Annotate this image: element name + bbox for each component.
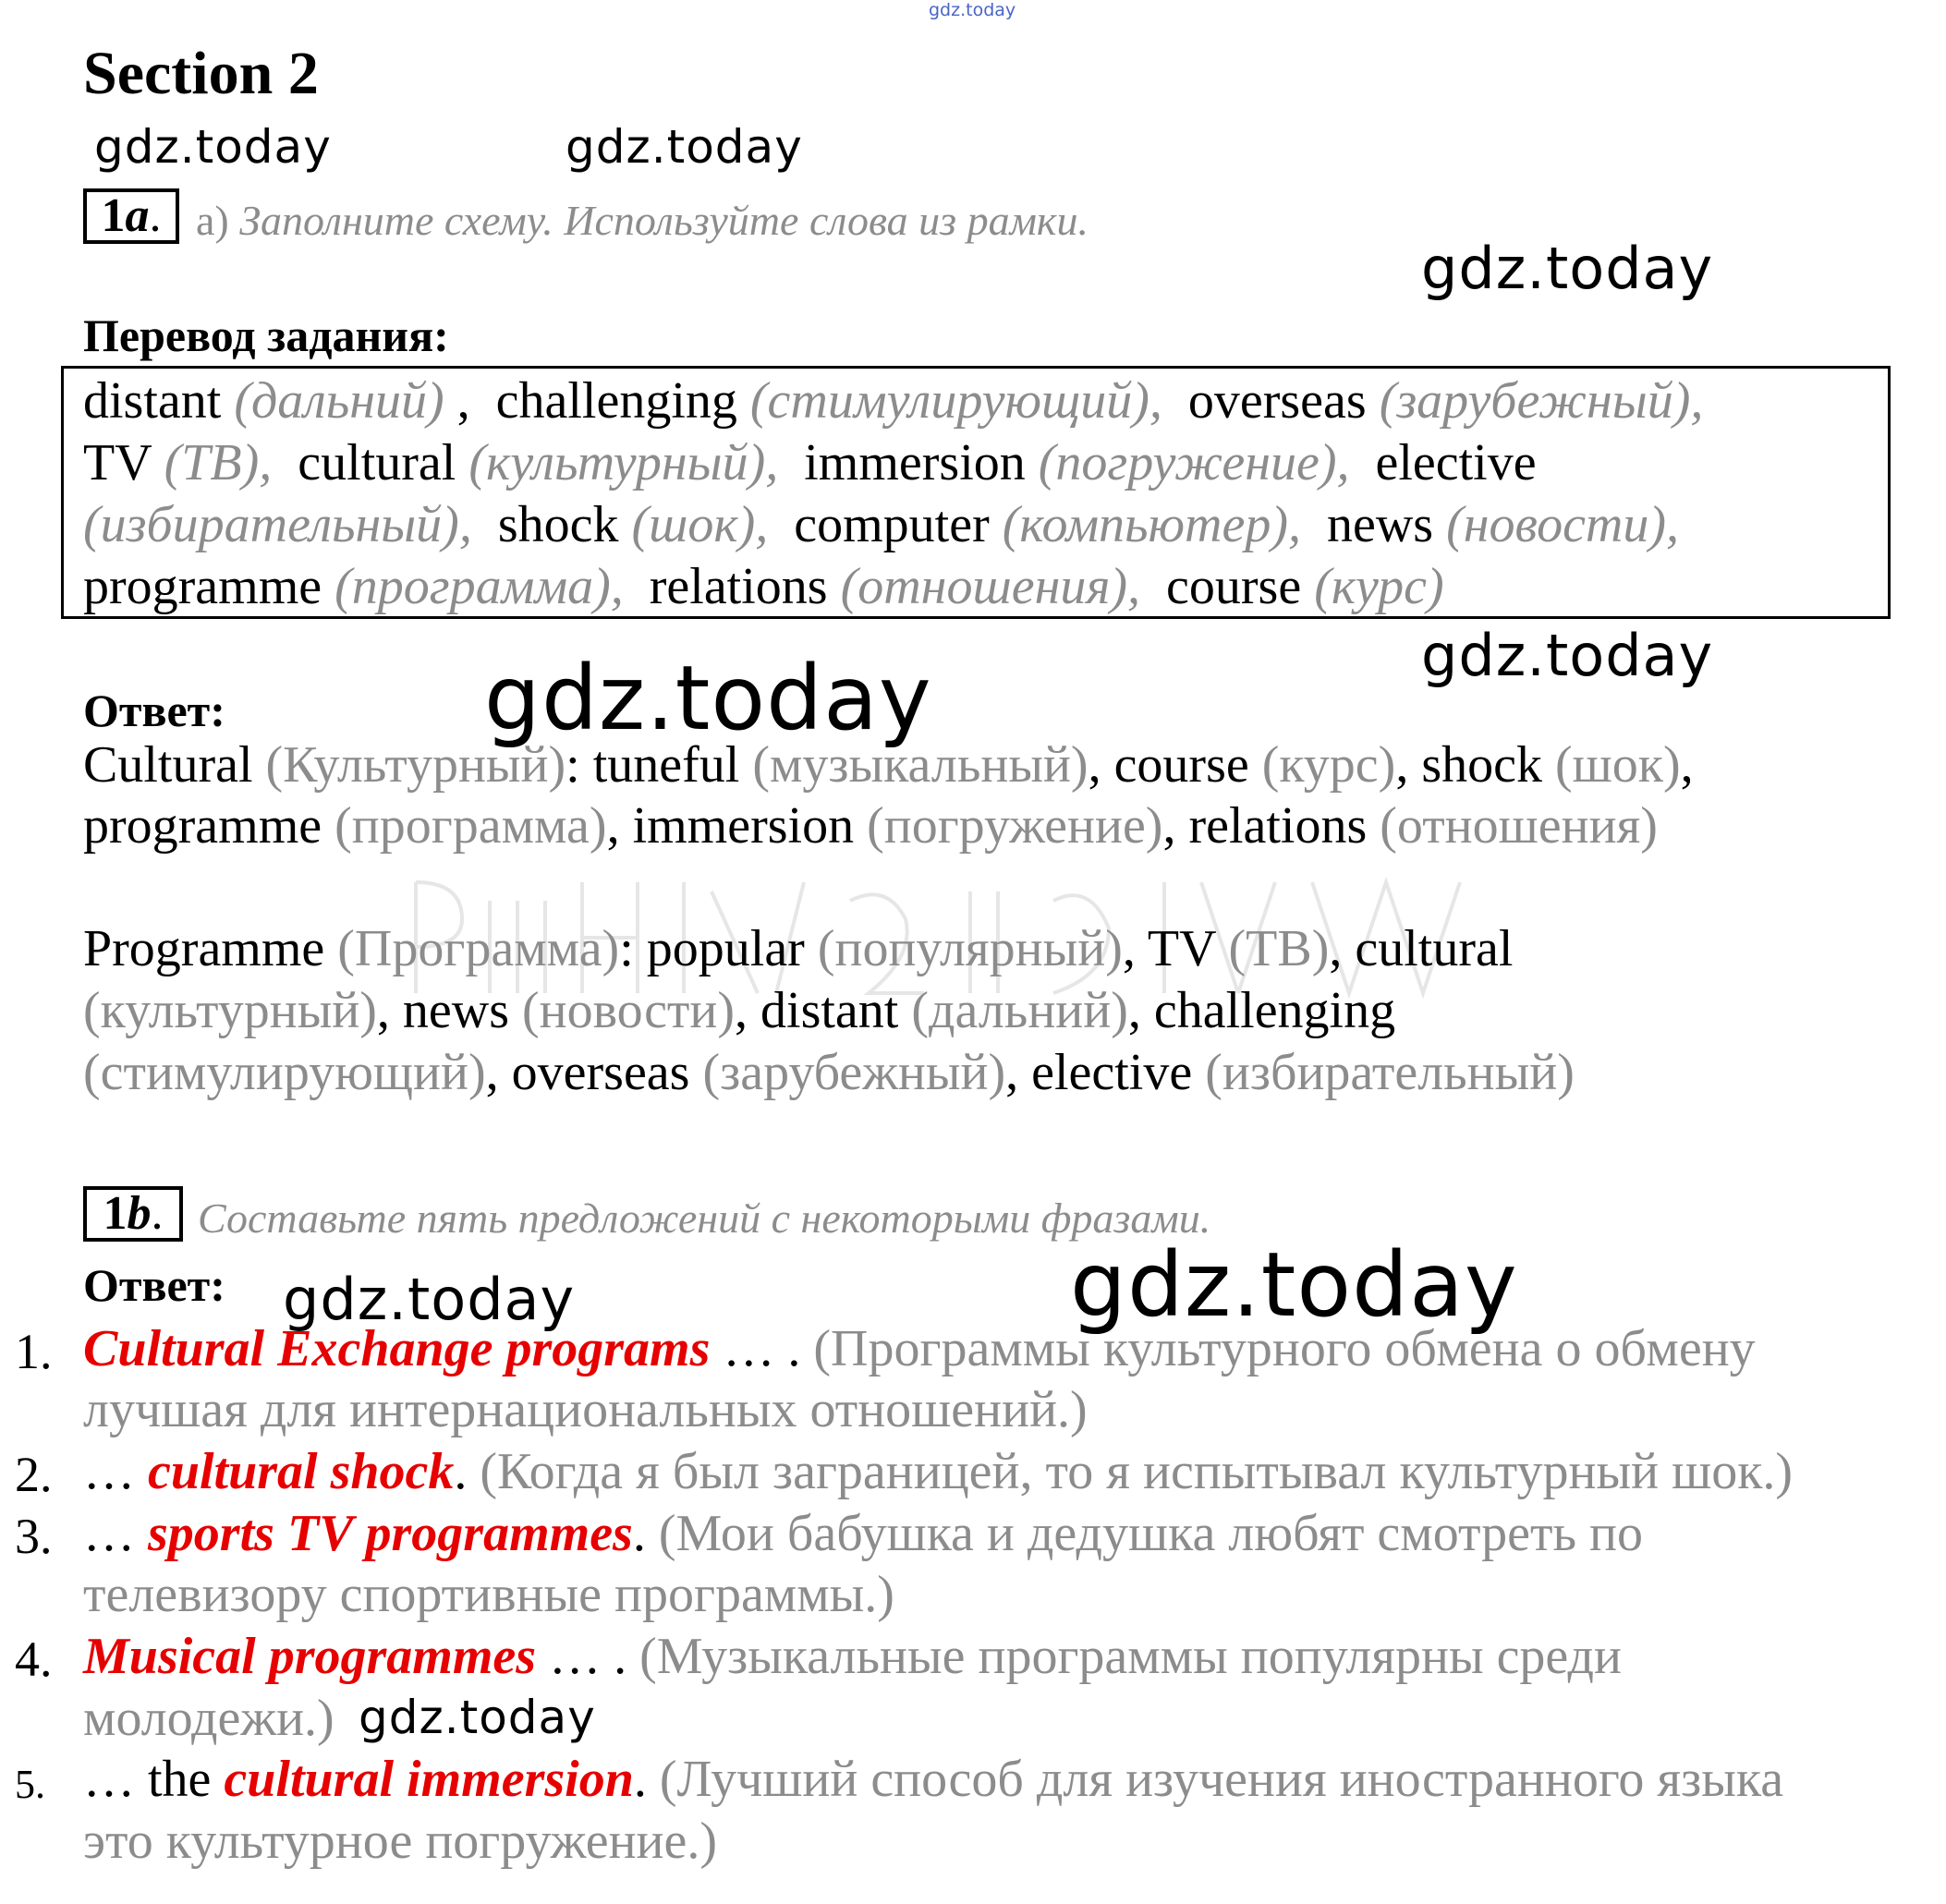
sentence-number: 4.: [15, 1631, 53, 1687]
page-title: Section 2: [83, 40, 319, 107]
sentence-line: [83, 1625, 1622, 1688]
translation-text: это культурное погружение.): [83, 1813, 718, 1870]
english-text: , distant: [735, 982, 912, 1039]
word-box-line: [83, 495, 1679, 554]
translation-text: (Программа): [337, 920, 620, 977]
watermark-top: gdz.today: [929, 0, 1016, 20]
word-en: TV: [83, 434, 152, 491]
answer-line: [83, 1041, 1575, 1104]
answer-label: Ответ:: [83, 685, 225, 736]
answer-line: [83, 794, 1658, 857]
translation-text: (популярный): [817, 920, 1123, 977]
translation-text: (Программы культурного обмена о обмену: [813, 1320, 1756, 1377]
watermark: gdz.today: [1070, 1233, 1518, 1337]
exercise-1a-instruction: [196, 196, 1089, 245]
highlight-phrase: Cultural Exchange programs: [83, 1320, 711, 1377]
sentence-line: [83, 1317, 1756, 1380]
word-ru: (культурный),: [468, 434, 779, 491]
english-text: .: [633, 1751, 660, 1808]
exercise-1a-badge: [83, 188, 179, 244]
word-ru: (избирательный),: [83, 496, 472, 553]
sentence-line: [83, 1378, 1088, 1441]
english-text: : popular: [619, 920, 818, 977]
word-ru: (ТВ),: [164, 434, 273, 491]
watermark: gdz.today: [484, 647, 932, 750]
sentence-line: [83, 1687, 334, 1750]
english-text: , TV: [1122, 920, 1229, 977]
translation-text: (культурный): [83, 982, 377, 1039]
english-text: , overseas: [485, 1044, 703, 1101]
translation-text: (новости): [522, 982, 736, 1039]
highlight-phrase: cultural immersion: [224, 1751, 634, 1808]
translation-text: (Когда я был заграницей, то я испытывал культурный шок.): [480, 1443, 1794, 1500]
watermark: gdz.today: [1421, 235, 1714, 302]
word-ru: (шок),: [631, 496, 769, 553]
sentence-line: [83, 1748, 1783, 1811]
answer-label-2: Ответ:: [83, 1259, 225, 1311]
badge-number: 1: [101, 189, 126, 242]
english-text: programme: [83, 797, 335, 855]
word-en: distant: [83, 372, 222, 430]
word-en: shock: [497, 496, 619, 553]
english-text: , course: [1088, 736, 1262, 794]
watermark: gdz.today: [283, 1266, 576, 1333]
english-text: …: [83, 1505, 148, 1562]
instruction-text: Заполните схему. Используйте слова из рамки.: [239, 197, 1089, 244]
answer-line: [83, 917, 1513, 980]
word-box-line: [83, 371, 1703, 431]
english-text: ,: [1680, 736, 1694, 794]
english-text: … the: [83, 1751, 225, 1808]
english-text: Cultural: [83, 736, 266, 794]
english-text: , challenging: [1127, 982, 1396, 1039]
english-text: Programme: [83, 920, 338, 977]
highlight-phrase: Musical programmes: [83, 1628, 537, 1685]
word-en: challenging: [495, 372, 737, 430]
exercise-1b-badge: [83, 1186, 183, 1242]
translation-text: (отношения): [1380, 797, 1658, 855]
word-ru: (программа),: [334, 558, 624, 615]
badge-number: 1: [103, 1187, 128, 1240]
word-ru: (отношения),: [840, 558, 1141, 615]
sentence-number: 5.: [15, 1762, 45, 1807]
translation-text: (зарубежный): [702, 1044, 1006, 1101]
highlight-phrase: sports TV programmes: [148, 1505, 633, 1562]
translation-label: Перевод задания:: [83, 309, 449, 361]
translation-text: (дальний): [911, 982, 1128, 1039]
word-box-line: [83, 557, 1444, 616]
exercise-1b-instruction: Составьте пять предложений с некоторыми фразами.: [198, 1195, 1211, 1242]
answer-line: [83, 979, 1395, 1042]
watermark: gdz.today: [566, 120, 803, 174]
english-text: , shock: [1395, 736, 1555, 794]
badge-dot: .: [151, 1187, 164, 1240]
instruction-prefix: a): [196, 197, 229, 244]
watermark: gdz.today: [359, 1691, 596, 1744]
word-separator: ,: [444, 372, 470, 430]
translation-text: (стимулирующий): [83, 1044, 486, 1101]
watermark: gdz.today: [1421, 622, 1714, 689]
sentence-number: 3.: [15, 1509, 53, 1564]
translation-text: (музыкальный): [752, 736, 1089, 794]
word-ru: (дальний): [234, 372, 444, 430]
english-text: , relations: [1162, 797, 1380, 855]
translation-text: (курс): [1261, 736, 1396, 794]
word-ru: (курс): [1314, 558, 1444, 615]
sentence-line: [83, 1563, 894, 1626]
highlight-phrase: cultural shock: [148, 1443, 455, 1500]
sentence-line: [83, 1502, 1643, 1565]
word-en: programme: [83, 558, 322, 615]
word-ru: (погружение),: [1038, 434, 1350, 491]
badge-letter: b: [127, 1187, 152, 1240]
translation-text: телевизору спортивные программы.): [83, 1566, 894, 1623]
sentence-line: [83, 1810, 717, 1873]
translation-text: (Лучший способ для изучения иностранного языка: [659, 1751, 1784, 1808]
word-ru: (новости),: [1446, 496, 1680, 553]
translation-text: (избирательный): [1205, 1044, 1575, 1101]
english-text: …: [83, 1443, 148, 1500]
english-text: , news: [376, 982, 522, 1039]
word-en: news: [1326, 496, 1434, 553]
word-ru: (зарубежный),: [1379, 372, 1704, 430]
translation-text: (Музыкальные программы популярны среди: [639, 1628, 1622, 1685]
english-text: … .: [710, 1320, 814, 1377]
translation-text: лучшая для интернациональных отношений.): [83, 1381, 1088, 1438]
answer-line: [83, 734, 1694, 796]
english-text: .: [454, 1443, 480, 1500]
word-en: overseas: [1187, 372, 1367, 430]
translation-text: (Культурный): [265, 736, 566, 794]
english-text: , elective: [1005, 1044, 1206, 1101]
word-ru: (стимулирующий),: [749, 372, 1162, 430]
word-en: cultural: [298, 434, 456, 491]
word-en: computer: [794, 496, 990, 553]
translation-text: (шок): [1554, 736, 1681, 794]
badge-dot: .: [149, 189, 162, 242]
translation-text: (программа): [334, 797, 607, 855]
translation-text: молодежи.): [83, 1690, 334, 1747]
watermark: gdz.today: [94, 120, 332, 174]
english-text: … .: [536, 1628, 640, 1685]
word-ru: (компьютер),: [1002, 496, 1301, 553]
english-text: , immersion: [606, 797, 868, 855]
badge-letter: a: [125, 189, 150, 242]
word-en: relations: [649, 558, 828, 615]
sentence-number: 2.: [15, 1447, 53, 1502]
word-en: course: [1166, 558, 1302, 615]
word-en: immersion: [804, 434, 1026, 491]
word-en: elective: [1375, 434, 1537, 491]
english-text: .: [632, 1505, 659, 1562]
translation-text: (ТВ): [1228, 920, 1330, 977]
sentence-number: 1.: [15, 1324, 53, 1379]
translation-text: (погружение): [867, 797, 1163, 855]
word-box-line: [83, 433, 1537, 492]
english-text: : tuneful: [566, 736, 753, 794]
english-text: , cultural: [1329, 920, 1514, 977]
translation-text: (Мои бабушка и дедушка любят смотреть по: [658, 1505, 1643, 1562]
sentence-line: [83, 1440, 1793, 1503]
